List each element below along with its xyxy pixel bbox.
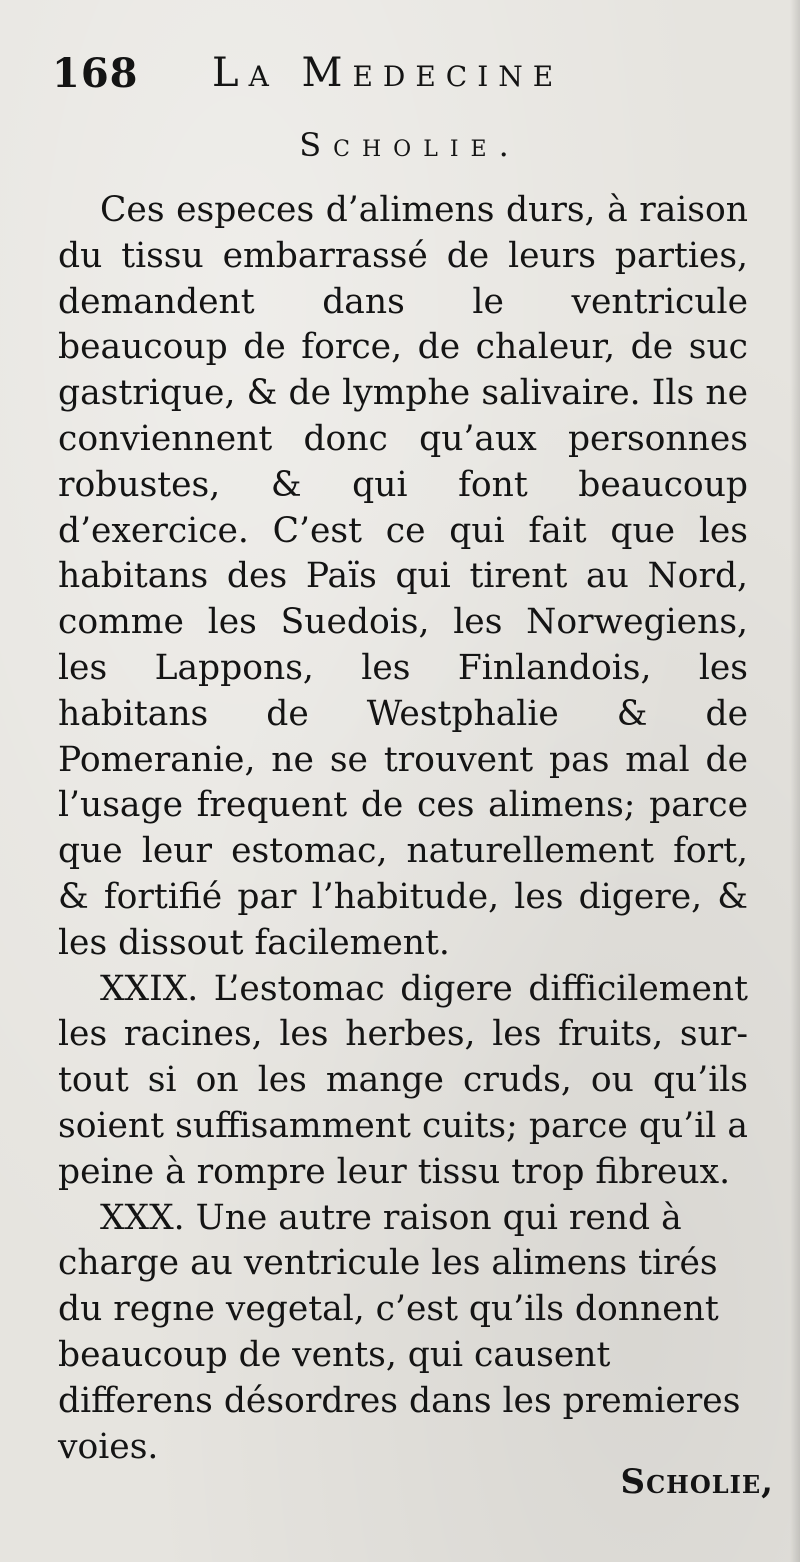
body-text <box>58 188 748 1470</box>
page-number: 168 <box>52 50 139 97</box>
paragraph-scholie: Ces especes d’alimens durs, à raison du tissu embarrassé de leurs parties, demandent dans le ventricule beaucoup de force, de chaleur, de suc gastrique, & de lymphe salivaire. Ils ne conviennent donc qu’aux personnes robustes, & qui font beaucoup d’exercice. C’est ce qui fait que les habitans des Païs qui tirent au Nord, comme les Suedois, les Norwegiens, les Lappons, les Finlandois, les habitans de Westphalie & de Pomeranie, ne se trouvent pas mal de l’usage frequent de ces alimens; parce que leur estomac, naturellement fort, & fortifié par l’habitude, les digere, & les dissout facilement. <box>58 190 748 963</box>
paragraph-xxix: XXIX. L’estomac digere difficilement les racines, les herbes, les fruits, sur-tout si on les mange cruds, ou qu’ils soient suffisamment cuits; parce qu’il a peine à rompre leur tissu trop fibreux. <box>58 968 748 1192</box>
catchword: Scholie, <box>620 1462 774 1502</box>
running-head: La Medecine <box>212 50 564 96</box>
page-edge-shadow <box>790 0 800 1562</box>
section-title: Scholie. <box>299 126 521 164</box>
page-header <box>52 50 752 110</box>
paragraph-xxx: XXX. Une autre raison qui rend à charge au ventricule les alimens tirés du regne vegetal, c’est qu’ils donnent beaucoup de vents, qui causent differens désordres dans les premieres voies. <box>58 1197 741 1467</box>
